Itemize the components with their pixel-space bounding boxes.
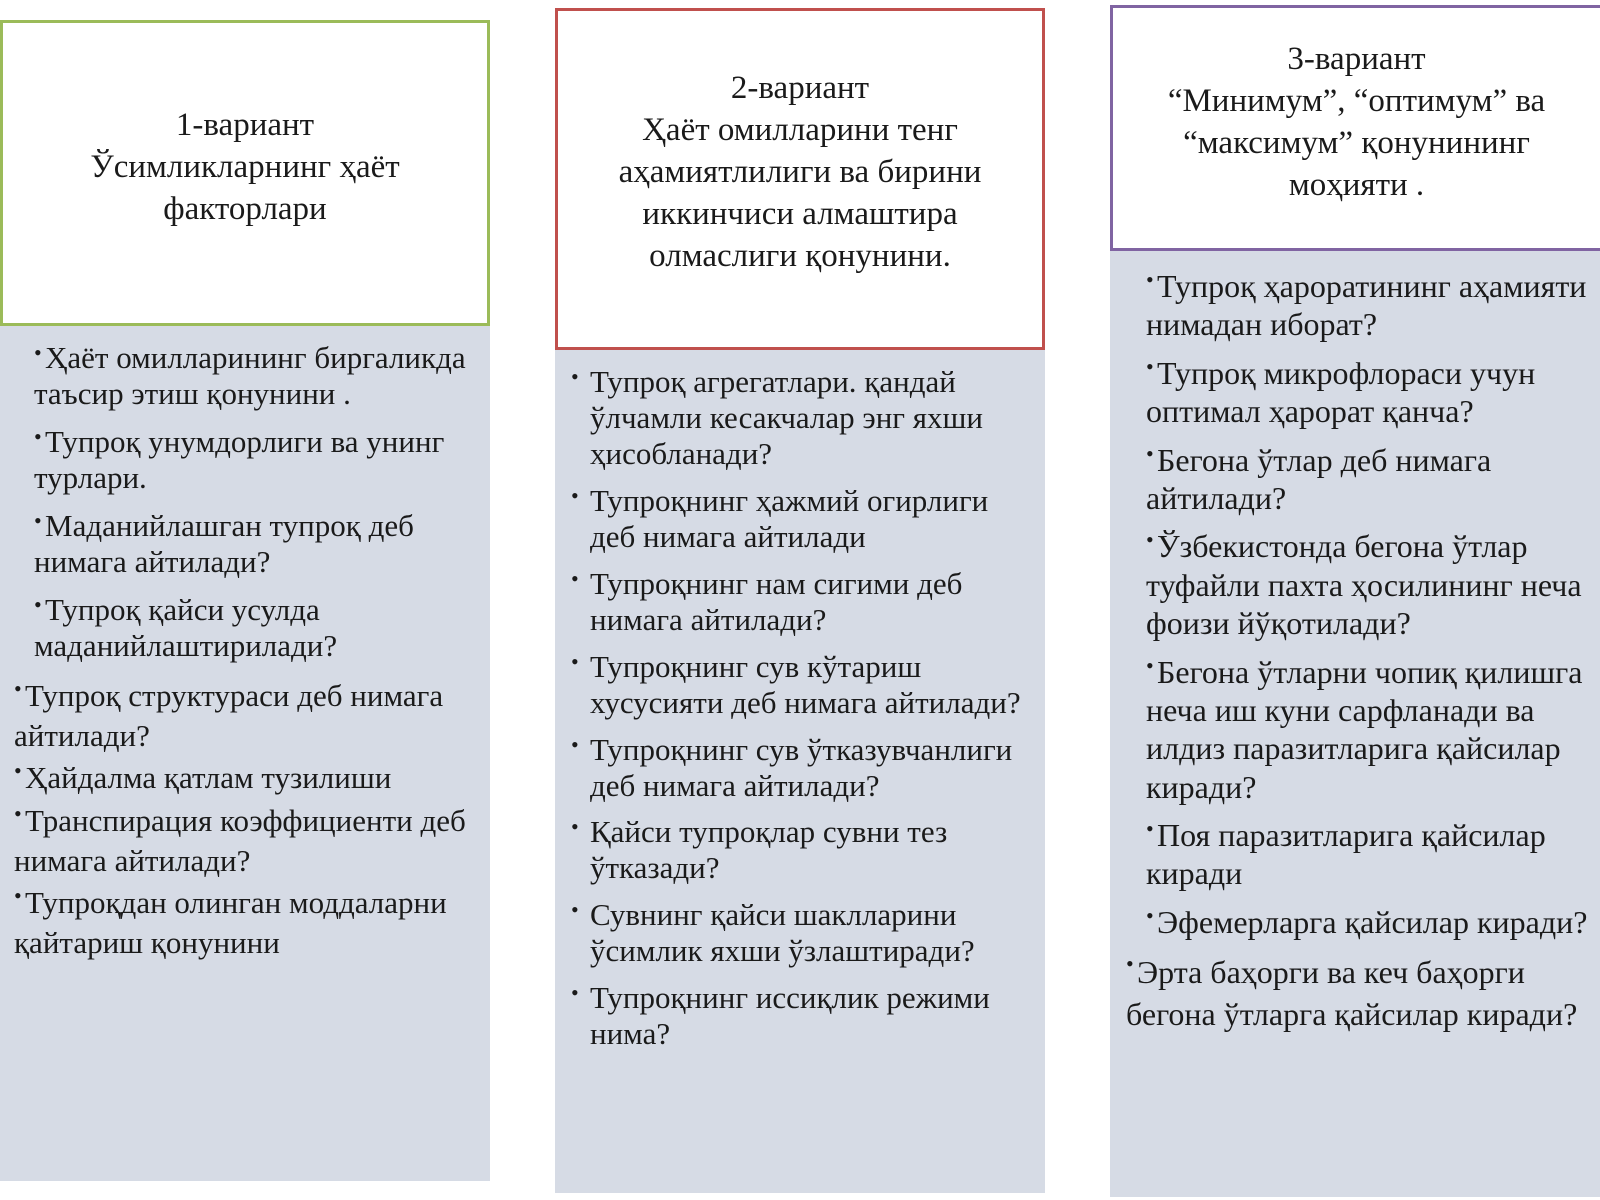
variant-3-question-list xyxy=(1110,251,1600,1197)
variant-3-header xyxy=(1110,5,1600,251)
list-item: • Транспирация коэффициенти деб нимага айтилади? xyxy=(14,800,466,878)
list-item: • Қайси тупроқлар сувни тез ўтказади? xyxy=(571,814,948,886)
variant-3-topic-line: “Минимум”, “оптимум” ва xyxy=(1167,83,1546,120)
bullet-icon: • xyxy=(14,758,22,784)
list-item: • Тупроқ ҳароратининг аҳамияти нимадан иборат? xyxy=(1146,267,1587,343)
list-item: • Бегона ўтлар деб нимага айтилади? xyxy=(1146,440,1492,516)
variant-3-topic-line: моҳияти . xyxy=(1288,166,1425,203)
variant-2-topic-line: аҳамиятлилиги ва бирини xyxy=(618,154,982,191)
bullet-icon: • xyxy=(14,800,22,826)
list-item: • Тупроқ қайси усулда маданийлаштирилади? xyxy=(34,591,338,663)
variant-2-question-list xyxy=(555,350,1045,1193)
list-item: • Бегона ўтларни чопиқ қилишга неча иш куни сарфланади ва илдиз паразитларига қайсилар киради? xyxy=(1146,652,1583,805)
bullet-icon: • xyxy=(34,591,42,617)
variant-3-title: 3-вариант xyxy=(1287,41,1426,78)
bullet-icon: • xyxy=(14,675,22,701)
list-item: • Сувнинг қайси шаклларини ўсимлик яхши ўзлаштиради? xyxy=(571,897,975,969)
list-item: • Тупроқ унумдорлиги ва унинг турлари. xyxy=(34,423,445,495)
list-item: • Ўзбекистонда бегона ўтлар туфайли пахта ҳосилининг неча фоизи йўқотилади? xyxy=(1146,527,1582,642)
list-item: • Поя паразитларига қайсилар киради xyxy=(1146,816,1546,892)
list-item: • Тупроқнинг нам сигими деб нимага айтилади? xyxy=(571,565,963,637)
variant-1-topic-line: факторлари xyxy=(163,190,327,227)
bullet-icon: • xyxy=(1146,816,1154,842)
variant-2-topic-line: иккинчиси алмаштира xyxy=(642,195,958,232)
list-item: • Тупроқ микрофлораси учун оптимал ҳарорат қанча? xyxy=(1146,353,1536,430)
bullet-icon: • xyxy=(571,980,579,1006)
list-item: • Тупроқ структураси деб нимага айтилади? xyxy=(14,675,444,753)
bullet-icon: • xyxy=(571,648,579,674)
variant-1-title: 1-вариант xyxy=(175,107,315,144)
list-item: • Тупроқнинг иссиқлик режими нима? xyxy=(571,980,990,1052)
bullet-icon: • xyxy=(34,507,42,533)
bullet-icon: • xyxy=(571,897,579,923)
bullet-icon: • xyxy=(1146,440,1154,466)
bullet-icon: • xyxy=(34,423,42,449)
bullet-icon: • xyxy=(571,731,579,757)
bullet-icon: • xyxy=(1146,652,1154,678)
bullet-icon: • xyxy=(571,364,579,389)
variant-1-question-list xyxy=(0,326,490,1181)
list-item: • Тупроқнинг сув ўтказувчанлиги деб нимага айтилади? xyxy=(571,731,1013,803)
bullet-icon: • xyxy=(571,565,579,591)
bullet-icon: • xyxy=(1126,951,1134,977)
list-item: • Эрта баҳорги ва кеч баҳорги бегона ўтларга қайсилар киради? xyxy=(1126,951,1578,1033)
list-item: • Эфемерларга қайсилар киради? xyxy=(1146,902,1588,940)
bullet-icon: • xyxy=(34,340,42,365)
list-item: • Ҳаёт омилларининг биргаликда таъсир этиш қонунини . xyxy=(34,340,466,411)
bullet-icon: • xyxy=(571,814,579,840)
list-item: • Тупроқнинг ҳажмий огирлиги деб нимага айтилади xyxy=(571,482,989,554)
list-item: • Маданийлашган тупроқ деб нимага айтилади? xyxy=(34,507,414,579)
variant-1-topic-line: Ўсимликларнинг ҳаёт xyxy=(90,149,400,186)
bullet-icon: • xyxy=(1146,527,1154,553)
bullet-icon: • xyxy=(1146,267,1154,292)
list-item: • Ҳайдалма қатлам тузилиши xyxy=(14,758,392,796)
bullet-icon: • xyxy=(571,482,579,508)
list-item: • Тупроқ агрегатлари. қандай ўлчамли кесакчалар энг яхши ҳисобланади? xyxy=(571,364,983,471)
variant-3-topic-line: “максимум” қонунининг xyxy=(1183,125,1530,161)
variant-1-header xyxy=(0,20,490,326)
bullet-icon: • xyxy=(14,883,22,909)
variant-2-topic-line: олмаслиги қонунини. xyxy=(649,237,951,274)
variant-2-topic-line: Ҳаёт омилларини тенг xyxy=(642,112,958,149)
variant-2-title: 2-вариант xyxy=(730,70,870,107)
list-item: • Тупроқнинг сув кўтариш хусусияти деб нимага айтилади? xyxy=(571,648,1021,720)
bullet-icon: • xyxy=(1146,902,1154,928)
variant-2-header xyxy=(555,8,1045,350)
list-item: • Тупроқдан олинган моддаларни қайтариш қонунини xyxy=(14,883,447,961)
bullet-icon: • xyxy=(1146,353,1154,379)
